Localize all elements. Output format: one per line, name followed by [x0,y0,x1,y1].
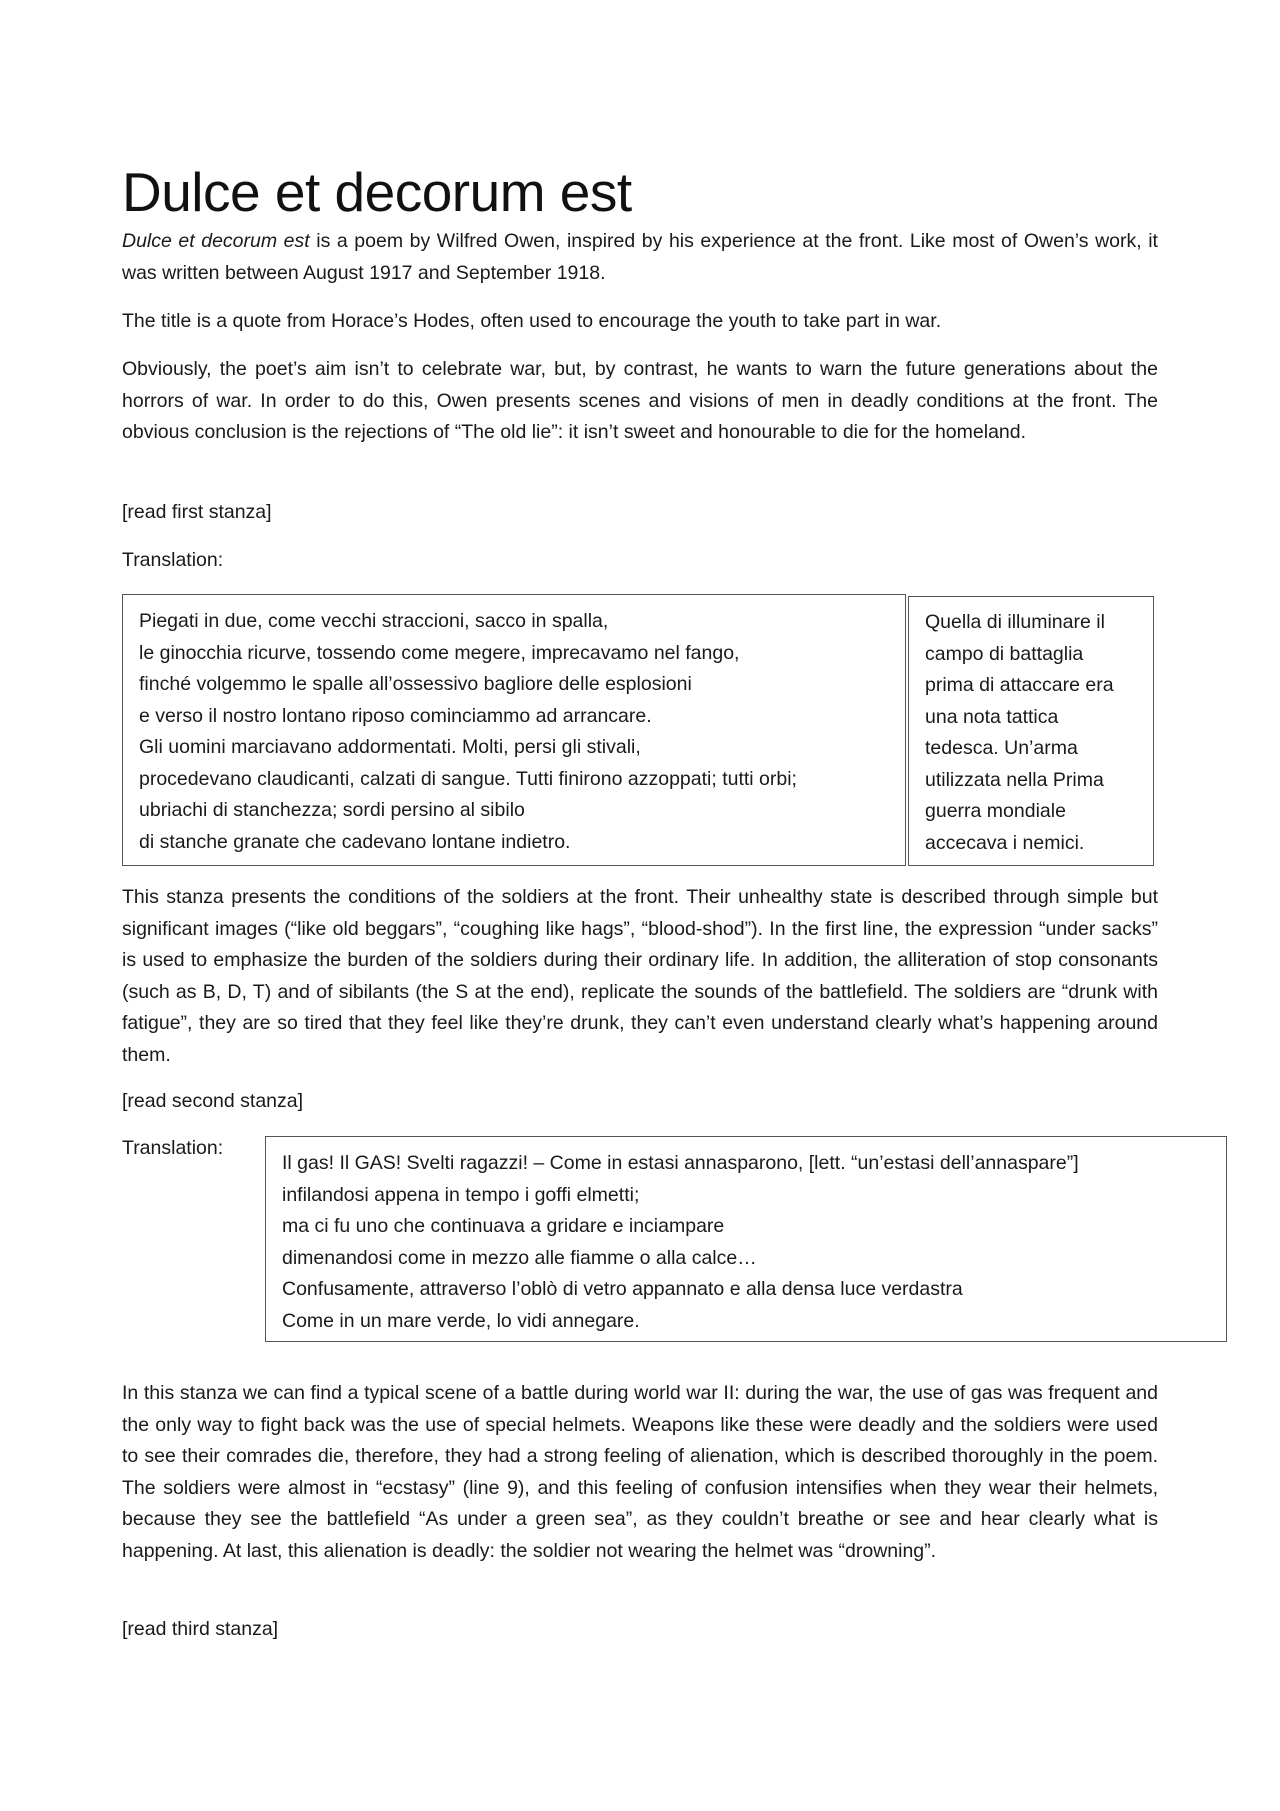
side-note-line: guerra mondiale [925,800,1066,822]
stanza2-line: Come in un mare verde, lo vidi annegare. [282,1309,640,1332]
side-note-box [908,596,1154,866]
intro-paragraph [122,226,1158,289]
stanza2-line: Confusamente, attraverso l’oblò di vetro appannato e alla densa luce verdastra [282,1278,963,1300]
stanza2-translation-box [265,1136,1227,1342]
stanza1-translation-box [122,594,906,866]
translation-label-2: Translation: [122,1137,224,1159]
stanza1-line: e verso il nostro lontano riposo cominciammo ad arrancare. [139,704,652,727]
stanza2-line: infilandosi appena in tempo i goffi elmetti; [282,1183,640,1206]
read-third-stanza-note: [read third stanza] [122,1618,279,1640]
intro-text: is a poem by Wilfred Owen, inspired by his experience at the front. Like most of Owen’s work, it was written between August 1917 and September 1918. [122,230,1158,284]
read-first-stanza-note: [read first stanza] [122,501,272,523]
stanza1-line: le ginocchia ricurve, tossendo come megere, imprecavamo nel fango, [139,641,740,664]
title-quote-paragraph: The title is a quote from Horace’s Hodes, often used to encourage the youth to take part in war. [122,310,942,332]
stanza1-line: ubriachi di stanchezza; sordi persino al sibilo [139,799,525,821]
stanza1-line: Piegati in due, come vecchi straccioni, sacco in spalla, [139,610,609,632]
side-note-line: Quella di illuminare il [925,611,1105,633]
side-note-line: prima di attaccare era [925,674,1114,696]
poem-title-italic: Dulce et decorum est [122,230,310,252]
read-second-stanza-note: [read second stanza] [122,1090,304,1112]
side-note-line: una nota tattica [925,705,1059,728]
stanza2-analysis-paragraph: In this stanza we can find a typical scene of a battle during world war II: during the war, the use of gas was frequent and the only way to fight back was the use of special helmets. Weapons like these were deadly and the soldiers were used to see their comrades die, therefore, they had a strong feeling of alienation, which is described thoroughly in the poem. The soldiers were almost in “ecstasy” (line 9), and this feeling of confusion intensifies when they wear their helmets, because they see the battlefield “As under a green sea”, as they couldn’t breathe or see and hear clearly what is happening. At last, this alienation is deadly: the soldier not wearing the helmet was “drowning”. [122,1382,1158,1562]
translation-label-1: Translation: [122,549,224,571]
stanza1-line: procedevano claudicanti, calzati di sangue. Tutti finirono azzoppati; tutti orbi; [139,767,797,790]
side-note-line: utilizzata nella Prima [925,768,1104,791]
stanza1-line: di stanche granate che cadevano lontane indietro. [139,830,571,853]
stanza2-line: dimenandosi come in mezzo alle fiamme o alla calce… [282,1246,757,1269]
stanza1-line: Gli uomini marciavano addormentati. Molti, persi gli stivali, [139,736,641,758]
stanza2-line: ma ci fu uno che continuava a gridare e inciampare [282,1215,725,1237]
stanza2-line: Il gas! Il GAS! Svelti ragazzi! – Come in estasi annasparono, [lett. “un’estasi dell’annaspare”] [282,1152,1079,1174]
side-note-line: accecava i nemici. [925,831,1085,854]
stanza1-analysis-paragraph: This stanza presents the conditions of the soldiers at the front. Their unhealthy state is described through simple but significant images (“like old beggars”, “coughing like hags”, “blood-shod”). In the first line, the expression “under sacks” is used to emphasize the burden of the soldiers during their ordinary life. In addition, the alliteration of stop consonants (such as B, D, T) and of sibilants (the S at the end), replicate the sounds of the battlefield. The soldiers are “drunk with fatigue”, they are so tired that they feel like they’re drunk, they can’t even understand clearly what’s happening around them. [122,886,1158,1066]
poet-aim-paragraph: Obviously, the poet’s aim isn’t to celebrate war, but, by contrast, he wants to warn the future generations about the horrors of war. In order to do this, Owen presents scenes and visions of men in deadly conditions at the front. The obvious conclusion is the rejections of “The old lie”: it isn’t sweet and honourable to die for the homeland. [122,358,1158,443]
stanza1-line: finché volgemmo le spalle all’ossessivo bagliore delle esplosioni [139,673,692,695]
page-title: Dulce et decorum est [122,161,632,223]
side-note-line: tedesca. Un’arma [925,737,1078,759]
side-note-line: campo di battaglia [925,642,1084,665]
